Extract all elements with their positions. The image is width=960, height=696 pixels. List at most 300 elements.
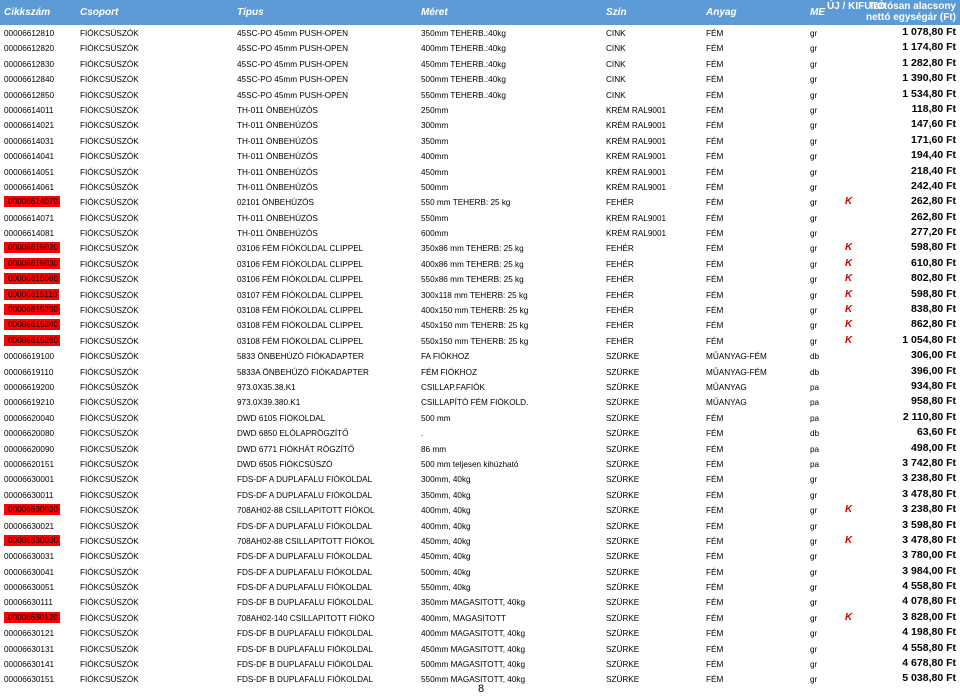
cell-color: SZÜRKE: [606, 398, 640, 408]
cell-color: SZÜRKE: [606, 459, 640, 469]
cell-group: FIÓKCSÚSZÓK: [80, 275, 139, 285]
cell-group: FIÓKCSÚSZÓK: [80, 567, 139, 577]
cell-group: FIÓKCSÚSZÓK: [80, 306, 139, 316]
cell-color: SZÜRKE: [606, 536, 640, 546]
cell-type: DWD 6771 FIÓKHÁT RÖGZÍTŐ: [237, 444, 355, 454]
table-row: [0, 117, 960, 132]
table-row: [0, 594, 960, 609]
cell-group: FIÓKCSÚSZÓK: [80, 213, 139, 223]
cell-group: FIÓKCSÚSZÓK: [80, 521, 139, 531]
table-row: [0, 210, 960, 225]
cell-type: DWD 6105 FIÓKOLDAL: [237, 413, 326, 423]
table-row: [0, 194, 960, 209]
cell-group: FIÓKCSÚSZÓK: [80, 382, 139, 392]
cell-size: 400mm, 40kg: [421, 521, 471, 531]
cell-price: 498,00 Ft: [911, 441, 956, 454]
cell-size: 300x118 mm TEHERB: 25 kg: [421, 290, 528, 300]
cell-price: 838,80 Ft: [911, 303, 956, 316]
cell-group: FIÓKCSÚSZÓK: [80, 352, 139, 362]
cell-group: FIÓKCSÚSZÓK: [80, 182, 139, 192]
cell-group: FIÓKCSÚSZÓK: [80, 398, 139, 408]
cell-code: 00006630131: [4, 644, 55, 654]
col-header-price: Tartósan alacsony nettó egységár (Ft): [865, 1, 956, 23]
cell-type: TH-011 ÖNBEHÚZÓS: [237, 105, 318, 115]
cell-unit: gr: [810, 660, 818, 670]
cell-group: FIÓKCSÚSZÓK: [80, 321, 139, 331]
cell-code: 00006630051: [4, 583, 55, 593]
cell-material: FÉM: [706, 644, 724, 654]
cell-type: FDS-DF A DUPLAFALU FIÓKOLDAL: [237, 475, 373, 485]
cell-size: 550 mm TEHERB: 25 kg: [421, 198, 511, 208]
table-row: [0, 379, 960, 394]
cell-type: FDS-DF B DUPLAFALU FIÓKOLDAL: [237, 660, 374, 670]
cell-size: 350mm MAGASITOTT, 40kg: [421, 598, 526, 608]
cell-type: FDS-DF A DUPLAFALU FIÓKOLDAL: [237, 583, 373, 593]
cell-group: FIÓKCSÚSZÓK: [80, 459, 139, 469]
cell-unit: gr: [810, 336, 818, 346]
cell-unit: gr: [810, 567, 818, 577]
cell-group: FIÓKCSÚSZÓK: [80, 44, 139, 54]
cell-code: 00006620151: [4, 459, 55, 469]
cell-group: FIÓKCSÚSZÓK: [80, 167, 139, 177]
cell-group: FIÓKCSÚSZÓK: [80, 152, 139, 162]
cell-unit: pa: [810, 459, 820, 469]
cell-unit: db: [810, 367, 820, 377]
cell-group: FIÓKCSÚSZÓK: [80, 336, 139, 346]
cell-color: KRÉM RAL9001: [606, 152, 667, 162]
cell-material: FÉM: [706, 552, 724, 562]
table-row: [0, 271, 960, 286]
cell-type: TH-011 ÖNBEHÚZÓS: [237, 229, 318, 239]
table-row: [0, 410, 960, 425]
cell-code: 00006630121: [4, 629, 55, 639]
cell-color: FEHÉR: [606, 259, 634, 269]
cell-unit: gr: [810, 552, 818, 562]
cell-code: 00006615080: [4, 273, 60, 284]
col-header-type: Típus: [237, 7, 264, 18]
cell-type: 973.0X35.38.K1: [237, 382, 296, 392]
cell-unit: gr: [810, 675, 818, 685]
cell-group: FIÓKCSÚSZÓK: [80, 475, 139, 485]
cell-type: FDS-DF A DUPLAFALU FIÓKOLDAL: [237, 552, 373, 562]
cell-code: 00006619200: [4, 382, 55, 392]
cell-code: 00006630021: [4, 521, 55, 531]
cell-group: FIÓKCSÚSZÓK: [80, 644, 139, 654]
cell-type: 02101 ÖNBEHÚZÓS: [237, 198, 314, 208]
cell-unit: pa: [810, 382, 820, 392]
cell-group: FIÓKCSÚSZÓK: [80, 552, 139, 562]
table-row: [0, 148, 960, 163]
cell-type: 5833A ÖNBEHÚZÓ FIÓKADAPTER: [237, 367, 369, 377]
cell-code: 00006630030: [4, 535, 60, 546]
cell-size: 86 mm: [421, 444, 447, 454]
cell-material: FÉM: [706, 59, 724, 69]
cell-price: 1 054,80 Ft: [902, 333, 956, 346]
cell-material: FÉM: [706, 459, 724, 469]
table-row: [0, 518, 960, 533]
cell-type: 5833 ÖNBEHÚZÓ FIÓKADAPTER: [237, 352, 364, 362]
cell-type: TH-011 ÖNBEHÚZÓS: [237, 167, 318, 177]
cell-group: FIÓKCSÚSZÓK: [80, 244, 139, 254]
cell-type: TH-011 ÖNBEHÚZÓS: [237, 136, 318, 146]
table-row: [0, 302, 960, 317]
cell-type: FDS-DF B DUPLAFALU FIÓKOLDAL: [237, 629, 374, 639]
cell-price: 4 078,80 Ft: [902, 595, 956, 608]
cell-unit: gr: [810, 644, 818, 654]
cell-size: 450mm, 40kg: [421, 536, 471, 546]
cell-group: FIÓKCSÚSZÓK: [80, 506, 139, 516]
cell-type: TH-011 ÖNBEHÚZÓS: [237, 213, 318, 223]
cell-type: 03108 FÉM FIÓKOLDAL CLIPPEL: [237, 321, 364, 331]
cell-code: 00006614070: [4, 196, 60, 207]
table-row: [0, 564, 960, 579]
cell-unit: gr: [810, 152, 818, 162]
cell-group: FIÓKCSÚSZÓK: [80, 121, 139, 131]
cell-material: FÉM: [706, 259, 724, 269]
cell-price: 306,00 Ft: [911, 349, 956, 362]
cell-code: 00006615230: [4, 304, 60, 315]
cell-code: 00006614081: [4, 229, 55, 239]
table-row: [0, 348, 960, 363]
cell-color: SZÜRKE: [606, 506, 640, 516]
cell-color: CINK: [606, 44, 626, 54]
cell-material: FÉM: [706, 629, 724, 639]
cell-unit: gr: [810, 44, 818, 54]
cell-group: FIÓKCSÚSZÓK: [80, 413, 139, 423]
table-row: [0, 548, 960, 563]
cell-type: TH-011 ÖNBEHÚZÓS: [237, 182, 318, 192]
col-header-size: Méret: [421, 7, 448, 18]
cell-material: FÉM: [706, 660, 724, 670]
cell-color: SZÜRKE: [606, 583, 640, 593]
cell-material: FÉM: [706, 321, 724, 331]
cell-size: 550mm TEHERB.:40kg: [421, 90, 506, 100]
cell-unit: gr: [810, 613, 818, 623]
cell-new: K: [845, 319, 853, 331]
cell-price: 958,80 Ft: [911, 395, 956, 408]
cell-material: MŰANYAG: [706, 398, 747, 408]
cell-new: K: [845, 611, 853, 623]
cell-price: 194,40 Ft: [911, 149, 956, 162]
cell-type: FDS-DF B DUPLAFALU FIÓKOLDAL: [237, 598, 374, 608]
cell-size: 500mm: [421, 182, 449, 192]
cell-code: 00006630031: [4, 552, 55, 562]
table-row: [0, 87, 960, 102]
col-header-unit: ME: [810, 7, 825, 18]
cell-size: FA FIÓKHOZ: [421, 352, 470, 362]
cell-type: 03106 FÉM FIÓKOLDAL CLIPPEL: [237, 244, 364, 254]
cell-material: FÉM: [706, 229, 724, 239]
cell-code: 00006612840: [4, 75, 55, 85]
cell-size: 400mm MAGASITOTT, 40kg: [421, 629, 526, 639]
cell-code: 00006615030: [4, 258, 60, 269]
cell-color: KRÉM RAL9001: [606, 182, 667, 192]
col-header-code: Cikkszám: [4, 7, 51, 18]
cell-code: 00006620080: [4, 429, 55, 439]
cell-material: FÉM: [706, 290, 724, 300]
price-table: [0, 25, 960, 687]
cell-color: SZÜRKE: [606, 490, 640, 500]
table-row: [0, 471, 960, 486]
cell-material: FÉM: [706, 167, 724, 177]
cell-type: 708AH02-140 CSILLAPITOTT FIÓKO: [237, 613, 375, 623]
cell-color: SZÜRKE: [606, 644, 640, 654]
cell-type: 45SC-PO 45mm PUSH-OPEN: [237, 59, 349, 69]
cell-size: 350x86 mm TEHERB: 25 kg: [421, 244, 524, 254]
cell-code: 00006612830: [4, 59, 55, 69]
cell-unit: pa: [810, 398, 820, 408]
table-row: [0, 164, 960, 179]
cell-color: SZÜRKE: [606, 382, 640, 392]
cell-material: FÉM: [706, 182, 724, 192]
cell-price: 3 478,80 Ft: [902, 533, 956, 546]
cell-color: FEHÉR: [606, 244, 634, 254]
cell-code: 00006630011: [4, 490, 54, 500]
cell-size: 550x86 mm TEHERB: 25 kg: [421, 275, 524, 285]
cell-type: 03108 FÉM FIÓKOLDAL CLIPPEL: [237, 336, 364, 346]
cell-material: FÉM: [706, 613, 724, 623]
cell-group: FIÓKCSÚSZÓK: [80, 136, 139, 146]
cell-size: 400mm, MAGASITOTT: [421, 613, 506, 623]
cell-color: FEHÉR: [606, 290, 634, 300]
cell-material: FÉM: [706, 198, 724, 208]
table-row: [0, 317, 960, 332]
cell-code: 00006615110: [4, 289, 59, 300]
cell-size: 500mm MAGASITOTT, 40kg: [421, 660, 526, 670]
cell-code: 00006615240: [4, 319, 60, 330]
cell-size: 350mm: [421, 136, 449, 146]
table-row: [0, 56, 960, 71]
table-row: [0, 225, 960, 240]
cell-code: 00006630020: [4, 504, 60, 515]
cell-material: FÉM: [706, 567, 724, 577]
col-header-group: Csoport: [80, 7, 119, 18]
cell-price: 862,80 Ft: [911, 318, 956, 331]
cell-color: CINK: [606, 75, 626, 85]
cell-unit: pa: [810, 413, 820, 423]
cell-material: FÉM: [706, 29, 724, 38]
cell-color: SZÜRKE: [606, 413, 640, 423]
cell-new: K: [845, 534, 853, 546]
table-row: [0, 179, 960, 194]
cell-group: FIÓKCSÚSZÓK: [80, 290, 139, 300]
cell-price: 3 828,00 Ft: [902, 610, 956, 623]
cell-type: FDS-DF B DUPLAFALU FIÓKOLDAL: [237, 675, 374, 685]
cell-unit: gr: [810, 90, 818, 100]
cell-unit: db: [810, 352, 820, 362]
cell-type: 45SC-PO 45mm PUSH-OPEN: [237, 75, 349, 85]
table-row: [0, 102, 960, 117]
cell-type: 45SC-PO 45mm PUSH-OPEN: [237, 90, 349, 100]
cell-group: FIÓKCSÚSZÓK: [80, 90, 139, 100]
cell-price: 598,80 Ft: [911, 241, 956, 254]
cell-code: 00006630041: [4, 567, 55, 577]
table-row: [0, 487, 960, 502]
cell-color: SZÜRKE: [606, 521, 640, 531]
cell-new: K: [845, 288, 853, 300]
cell-material: FÉM: [706, 521, 724, 531]
cell-code: 00006630111: [4, 598, 53, 608]
cell-code: 00006614071: [4, 213, 55, 223]
cell-price: 277,20 Ft: [911, 226, 956, 239]
cell-code: 00006619210: [4, 398, 55, 408]
table-row: [0, 394, 960, 409]
cell-price: 3 742,80 Ft: [902, 456, 956, 469]
cell-price: 242,40 Ft: [911, 179, 956, 192]
cell-material: FÉM: [706, 490, 724, 500]
cell-price: 3 478,80 Ft: [902, 487, 956, 500]
cell-color: SZÜRKE: [606, 367, 640, 377]
cell-code: 00006619110: [4, 367, 54, 377]
cell-size: 500mm, 40kg: [421, 567, 471, 577]
cell-material: FÉM: [706, 336, 724, 346]
cell-price: 3 984,00 Ft: [902, 564, 956, 577]
cell-group: FIÓKCSÚSZÓK: [80, 613, 139, 623]
cell-size: 450mm, 40kg: [421, 552, 471, 562]
table-row: [0, 240, 960, 255]
cell-color: SZÜRKE: [606, 444, 640, 454]
cell-material: FÉM: [706, 429, 724, 439]
cell-unit: gr: [810, 244, 818, 254]
cell-group: FIÓKCSÚSZÓK: [80, 598, 139, 608]
cell-unit: gr: [810, 583, 818, 593]
table-row: [0, 425, 960, 440]
cell-size: 600mm: [421, 229, 449, 239]
cell-price: 4 558,80 Ft: [902, 641, 956, 654]
cell-code: 00006615260: [4, 335, 60, 346]
cell-color: KRÉM RAL9001: [606, 136, 667, 146]
cell-group: FIÓKCSÚSZÓK: [80, 75, 139, 85]
cell-unit: gr: [810, 521, 818, 531]
cell-material: FÉM: [706, 121, 724, 131]
table-header: [0, 0, 960, 25]
cell-material: FÉM: [706, 75, 724, 85]
cell-price: 934,80 Ft: [911, 379, 956, 392]
cell-size: 300mm: [421, 121, 449, 131]
table-row: [0, 287, 960, 302]
cell-size: 450mm TEHERB.:40kg: [421, 59, 506, 69]
page-number: 8: [478, 683, 485, 695]
cell-group: FIÓKCSÚSZÓK: [80, 629, 139, 639]
cell-price: 147,60 Ft: [911, 118, 956, 131]
cell-price: 1 390,80 Ft: [902, 72, 956, 85]
cell-color: CINK: [606, 90, 626, 100]
cell-group: FIÓKCSÚSZÓK: [80, 105, 139, 115]
cell-group: FIÓKCSÚSZÓK: [80, 367, 139, 377]
cell-new: K: [845, 196, 853, 208]
cell-price: 3 598,80 Ft: [902, 518, 956, 531]
cell-color: SZÜRKE: [606, 675, 640, 685]
cell-unit: gr: [810, 290, 818, 300]
cell-size: FÉM FIÓKHOZ: [421, 367, 477, 377]
cell-group: FIÓKCSÚSZÓK: [80, 660, 139, 670]
cell-code: 00006612850: [4, 90, 55, 100]
cell-price: 5 038,80 Ft: [902, 672, 956, 685]
cell-size: 450x150 mm TEHERB: 25 kg: [421, 321, 529, 331]
cell-new: K: [845, 242, 853, 254]
cell-type: DWD 6850 ELÓLAPRÖGZÍTŐ: [237, 429, 349, 439]
cell-price: 598,80 Ft: [911, 287, 956, 300]
cell-unit: gr: [810, 59, 818, 69]
cell-size: 400mm, 40kg: [421, 506, 471, 516]
cell-type: 45SC-PO 45mm PUSH-OPEN: [237, 44, 349, 54]
cell-material: FÉM: [706, 213, 724, 223]
cell-price: 4 678,80 Ft: [902, 657, 956, 670]
cell-group: FIÓKCSÚSZÓK: [80, 198, 139, 208]
cell-size: .: [421, 429, 424, 439]
cell-type: DWD 6505 FIÓKCSÚSZÓ: [237, 459, 333, 469]
cell-material: MŰANYAG-FÉM: [706, 367, 767, 377]
cell-size: 500mm TEHERB.:40kg: [421, 75, 506, 85]
table-row: [0, 533, 960, 548]
col-header-new: ÚJ / KIFUTÓ: [827, 1, 886, 12]
cell-color: KRÉM RAL9001: [606, 229, 667, 239]
cell-color: SZÜRKE: [606, 660, 640, 670]
cell-size: 400x150 mm TEHERB: 25 kg: [421, 306, 529, 316]
cell-type: FDS-DF A DUPLAFALU FIÓKOLDAL: [237, 567, 373, 577]
cell-group: FIÓKCSÚSZÓK: [80, 536, 139, 546]
cell-material: FÉM: [706, 583, 724, 593]
cell-material: MŰANYAG-FÉM: [706, 352, 767, 362]
cell-price: 802,80 Ft: [911, 272, 956, 285]
cell-group: FIÓKCSÚSZÓK: [80, 444, 139, 454]
cell-material: FÉM: [706, 413, 724, 423]
cell-color: CINK: [606, 29, 626, 38]
cell-unit: gr: [810, 506, 818, 516]
table-row: [0, 656, 960, 671]
cell-unit: gr: [810, 182, 818, 192]
cell-size: 400mm: [421, 152, 449, 162]
cell-unit: gr: [810, 229, 818, 239]
cell-type: 45SC-PO 45mm PUSH-OPEN: [237, 29, 349, 38]
cell-group: FIÓKCSÚSZÓK: [80, 229, 139, 239]
cell-size: 550mm: [421, 213, 449, 223]
cell-material: FÉM: [706, 136, 724, 146]
cell-type: FDS-DF A DUPLAFALU FIÓKOLDAL: [237, 490, 373, 500]
cell-code: 00006614011: [4, 105, 54, 115]
table-row: [0, 256, 960, 271]
cell-price: 3 238,80 Ft: [902, 472, 956, 485]
table-row: [0, 25, 960, 40]
cell-price: 1 534,80 Ft: [902, 87, 956, 100]
table-row: [0, 133, 960, 148]
cell-material: MŰANYAG: [706, 382, 747, 392]
cell-size: 400x86 mm TEHERB: 25 kg: [421, 259, 524, 269]
cell-code: 00006614021: [4, 121, 55, 131]
table-row: [0, 71, 960, 86]
cell-size: 500 mm teljesen kihúzható: [421, 459, 519, 469]
cell-code: 00006612810: [4, 29, 55, 38]
cell-code: 00006612820: [4, 44, 55, 54]
cell-new: K: [845, 304, 853, 316]
cell-code: 00006615020: [4, 242, 60, 253]
cell-new: K: [845, 504, 853, 516]
cell-unit: db: [810, 429, 820, 439]
cell-unit: gr: [810, 536, 818, 546]
cell-unit: gr: [810, 121, 818, 131]
cell-unit: gr: [810, 198, 818, 208]
cell-unit: gr: [810, 105, 818, 115]
cell-unit: gr: [810, 321, 818, 331]
cell-material: FÉM: [706, 536, 724, 546]
col-header-color: Szín: [606, 7, 627, 18]
cell-size: 300mm, 40kg: [421, 475, 471, 485]
cell-type: 03107 FÉM FIÓKOLDAL CLIPPEL: [237, 290, 364, 300]
cell-size: 550mm MAGASITOTT, 40kg: [421, 675, 526, 685]
cell-material: FÉM: [706, 44, 724, 54]
cell-size: 550mm, 40kg: [421, 583, 471, 593]
cell-material: FÉM: [706, 306, 724, 316]
